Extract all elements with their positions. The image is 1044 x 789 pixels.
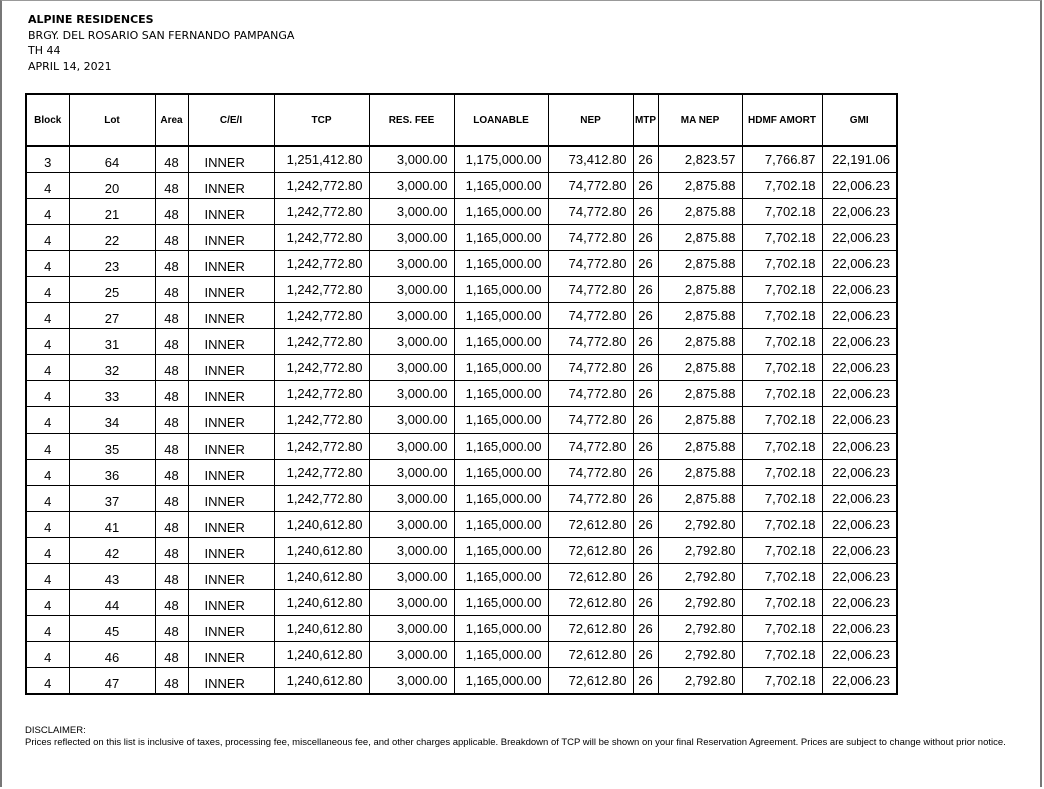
table-cell: 22,006.23 — [822, 198, 897, 224]
table-cell: 73,412.80 — [548, 146, 633, 172]
table-cell: 3,000.00 — [369, 485, 454, 511]
table-cell: 48 — [155, 172, 188, 198]
table-row — [26, 146, 897, 172]
table-cell: 1,242,772.80 — [274, 459, 369, 485]
table-cell: 74,772.80 — [548, 381, 633, 407]
table-cell: 2,792.80 — [658, 590, 742, 616]
table-cell: INNER — [188, 407, 274, 433]
table-cell: 1,242,772.80 — [274, 224, 369, 250]
table-cell: 1,165,000.00 — [454, 355, 548, 381]
table-cell: 26 — [633, 381, 658, 407]
table-cell: 74,772.80 — [548, 250, 633, 276]
table-cell: 22,006.23 — [822, 381, 897, 407]
table-cell: 74,772.80 — [548, 485, 633, 511]
table-cell: 7,702.18 — [742, 303, 822, 329]
table-cell: 41 — [69, 511, 155, 537]
table-cell: INNER — [188, 564, 274, 590]
table-cell: 48 — [155, 616, 188, 642]
table-cell: 26 — [633, 590, 658, 616]
table-row — [26, 511, 897, 537]
table-cell: INNER — [188, 590, 274, 616]
table-cell: 7,702.18 — [742, 485, 822, 511]
table-cell: 26 — [633, 616, 658, 642]
table-header-row — [26, 94, 897, 146]
table-row — [26, 355, 897, 381]
table-cell: 32 — [69, 355, 155, 381]
table-cell: 34 — [69, 407, 155, 433]
table-cell: 22,006.23 — [822, 329, 897, 355]
table-row — [26, 250, 897, 276]
table-cell: 7,702.18 — [742, 198, 822, 224]
table-cell: 1,165,000.00 — [454, 616, 548, 642]
table-cell: 3,000.00 — [369, 564, 454, 590]
table-cell: 7,702.18 — [742, 564, 822, 590]
table-cell: 1,240,612.80 — [274, 590, 369, 616]
table-cell: 35 — [69, 433, 155, 459]
table-cell: 22,006.23 — [822, 433, 897, 459]
table-cell: 1,165,000.00 — [454, 642, 548, 668]
table-cell: 72,612.80 — [548, 642, 633, 668]
table-cell: 3,000.00 — [369, 433, 454, 459]
table-cell: 74,772.80 — [548, 355, 633, 381]
table-cell: 26 — [633, 146, 658, 172]
column-header: TCP — [274, 94, 369, 146]
table-cell: 72,612.80 — [548, 616, 633, 642]
table-cell: 45 — [69, 616, 155, 642]
table-cell: 26 — [633, 459, 658, 485]
disclaimer-heading: DISCLAIMER: — [25, 725, 86, 736]
table-row — [26, 485, 897, 511]
table-cell: 3,000.00 — [369, 329, 454, 355]
table-cell: 4 — [26, 407, 69, 433]
table-cell: INNER — [188, 537, 274, 563]
table-cell: 1,165,000.00 — [454, 433, 548, 459]
table-cell: 26 — [633, 642, 658, 668]
table-cell: 7,702.18 — [742, 537, 822, 563]
table-cell: 74,772.80 — [548, 459, 633, 485]
table-cell: 26 — [633, 537, 658, 563]
table-cell: INNER — [188, 172, 274, 198]
table-cell: 7,702.18 — [742, 276, 822, 302]
table-cell: 74,772.80 — [548, 224, 633, 250]
table-cell: 1,165,000.00 — [454, 329, 548, 355]
table-cell: 4 — [26, 668, 69, 694]
table-cell: INNER — [188, 381, 274, 407]
table-cell: 7,702.18 — [742, 381, 822, 407]
table-cell: 22,006.23 — [822, 355, 897, 381]
table-cell: 1,165,000.00 — [454, 590, 548, 616]
table-cell: 4 — [26, 537, 69, 563]
table-cell: 1,175,000.00 — [454, 146, 548, 172]
table-cell: 25 — [69, 276, 155, 302]
table-cell: 1,242,772.80 — [274, 355, 369, 381]
table-cell: 3,000.00 — [369, 224, 454, 250]
table-cell: INNER — [188, 276, 274, 302]
table-cell: 22,006.23 — [822, 537, 897, 563]
table-cell: 26 — [633, 198, 658, 224]
table-cell: 48 — [155, 511, 188, 537]
table-cell: 22,006.23 — [822, 485, 897, 511]
table-cell: 26 — [633, 564, 658, 590]
table-cell: 2,875.88 — [658, 224, 742, 250]
table-cell: 26 — [633, 355, 658, 381]
table-cell: 1,242,772.80 — [274, 329, 369, 355]
table-cell: 2,875.88 — [658, 198, 742, 224]
table-cell: 22,006.23 — [822, 276, 897, 302]
table-cell: 4 — [26, 303, 69, 329]
table-cell: INNER — [188, 146, 274, 172]
project-title: ALPINE RESIDENCES — [28, 13, 154, 26]
table-cell: 26 — [633, 329, 658, 355]
table-cell: 4 — [26, 172, 69, 198]
table-cell: 48 — [155, 303, 188, 329]
price-list-table — [25, 93, 898, 695]
table-cell: INNER — [188, 459, 274, 485]
table-cell: 1,242,772.80 — [274, 303, 369, 329]
table-cell: 48 — [155, 276, 188, 302]
table-cell: 44 — [69, 590, 155, 616]
table-cell: 26 — [633, 511, 658, 537]
table-cell: 43 — [69, 564, 155, 590]
table-cell: 22,006.23 — [822, 172, 897, 198]
table-cell: 27 — [69, 303, 155, 329]
table-cell: 26 — [633, 668, 658, 694]
table-cell: 1,240,612.80 — [274, 564, 369, 590]
document-date: APRIL 14, 2021 — [28, 59, 112, 73]
table-row — [26, 537, 897, 563]
table-cell: 4 — [26, 511, 69, 537]
table-cell: 22,006.23 — [822, 564, 897, 590]
table-cell: 20 — [69, 172, 155, 198]
table-cell: INNER — [188, 250, 274, 276]
table-cell: 1,165,000.00 — [454, 303, 548, 329]
table-cell: 1,165,000.00 — [454, 172, 548, 198]
table-cell: 1,165,000.00 — [454, 250, 548, 276]
table-cell: 22 — [69, 224, 155, 250]
table-cell: 48 — [155, 355, 188, 381]
table-row — [26, 642, 897, 668]
table-cell: 1,240,612.80 — [274, 511, 369, 537]
table-cell: 26 — [633, 172, 658, 198]
table-cell: 22,006.23 — [822, 250, 897, 276]
table-cell: INNER — [188, 355, 274, 381]
table-row — [26, 668, 897, 694]
table-cell: 48 — [155, 564, 188, 590]
table-cell: 48 — [155, 329, 188, 355]
table-cell: 3,000.00 — [369, 303, 454, 329]
table-cell: 2,875.88 — [658, 172, 742, 198]
table-cell: 72,612.80 — [548, 537, 633, 563]
table-cell: 74,772.80 — [548, 329, 633, 355]
table-cell: 74,772.80 — [548, 172, 633, 198]
table-cell: 1,242,772.80 — [274, 381, 369, 407]
table-cell: 3,000.00 — [369, 668, 454, 694]
column-header: Block — [26, 94, 69, 146]
table-cell: 1,165,000.00 — [454, 511, 548, 537]
column-header: GMI — [822, 94, 897, 146]
table-cell: 7,702.18 — [742, 616, 822, 642]
table-cell: 1,165,000.00 — [454, 198, 548, 224]
table-cell: 3,000.00 — [369, 355, 454, 381]
table-cell: 22,191.06 — [822, 146, 897, 172]
table-cell: 22,006.23 — [822, 642, 897, 668]
table-cell: 3,000.00 — [369, 407, 454, 433]
table-cell: 4 — [26, 485, 69, 511]
table-cell: 36 — [69, 459, 155, 485]
table-cell: 1,165,000.00 — [454, 407, 548, 433]
table-cell: 74,772.80 — [548, 433, 633, 459]
table-cell: 1,242,772.80 — [274, 250, 369, 276]
table-cell: 46 — [69, 642, 155, 668]
table-cell: 1,165,000.00 — [454, 459, 548, 485]
table-cell: 4 — [26, 224, 69, 250]
table-cell: 3,000.00 — [369, 642, 454, 668]
table-row — [26, 433, 897, 459]
table-cell: 22,006.23 — [822, 511, 897, 537]
table-cell: 7,702.18 — [742, 407, 822, 433]
table-cell: 48 — [155, 537, 188, 563]
table-cell: 22,006.23 — [822, 668, 897, 694]
table-cell: 4 — [26, 433, 69, 459]
table-row — [26, 407, 897, 433]
table-cell: 7,702.18 — [742, 172, 822, 198]
table-cell: 2,792.80 — [658, 564, 742, 590]
table-cell: 48 — [155, 146, 188, 172]
table-cell: INNER — [188, 198, 274, 224]
table-cell: 22,006.23 — [822, 303, 897, 329]
table-cell: 48 — [155, 485, 188, 511]
table-cell: 72,612.80 — [548, 511, 633, 537]
table-cell: 22,006.23 — [822, 407, 897, 433]
table-cell: 74,772.80 — [548, 303, 633, 329]
table-cell: 3,000.00 — [369, 616, 454, 642]
table-cell: 4 — [26, 459, 69, 485]
table-cell: 2,875.88 — [658, 407, 742, 433]
table-cell: 2,875.88 — [658, 250, 742, 276]
table-cell: 72,612.80 — [548, 590, 633, 616]
table-cell: 3,000.00 — [369, 198, 454, 224]
table-cell: INNER — [188, 303, 274, 329]
table-cell: 4 — [26, 616, 69, 642]
column-header: Area — [155, 94, 188, 146]
table-cell: 4 — [26, 198, 69, 224]
table-cell: 26 — [633, 276, 658, 302]
table-cell: 1,240,612.80 — [274, 616, 369, 642]
table-cell: 26 — [633, 485, 658, 511]
table-cell: INNER — [188, 433, 274, 459]
table-cell: 72,612.80 — [548, 668, 633, 694]
table-cell: 1,242,772.80 — [274, 485, 369, 511]
table-cell: 7,702.18 — [742, 668, 822, 694]
table-cell: 1,242,772.80 — [274, 172, 369, 198]
column-header: LOANABLE — [454, 94, 548, 146]
table-cell: 7,702.18 — [742, 224, 822, 250]
table-cell: INNER — [188, 485, 274, 511]
table-row — [26, 616, 897, 642]
table-cell: 1,240,612.80 — [274, 668, 369, 694]
column-header: NEP — [548, 94, 633, 146]
table-cell: 33 — [69, 381, 155, 407]
table-cell: 26 — [633, 224, 658, 250]
table-cell: 2,792.80 — [658, 642, 742, 668]
table-cell: 7,702.18 — [742, 355, 822, 381]
table-row — [26, 172, 897, 198]
table-cell: 3,000.00 — [369, 172, 454, 198]
table-cell: 48 — [155, 642, 188, 668]
table-cell: 3,000.00 — [369, 537, 454, 563]
table-cell: 3,000.00 — [369, 276, 454, 302]
table-cell: 2,875.88 — [658, 433, 742, 459]
table-row — [26, 198, 897, 224]
table-cell: 4 — [26, 250, 69, 276]
table-cell: 1,165,000.00 — [454, 381, 548, 407]
table-cell: 48 — [155, 224, 188, 250]
table-cell: 1,165,000.00 — [454, 485, 548, 511]
table-cell: 3 — [26, 146, 69, 172]
table-row — [26, 459, 897, 485]
column-header: MTP — [633, 94, 658, 146]
table-cell: 31 — [69, 329, 155, 355]
table-cell: 21 — [69, 198, 155, 224]
table-cell: 2,823.57 — [658, 146, 742, 172]
table-cell: 4 — [26, 590, 69, 616]
table-cell: 64 — [69, 146, 155, 172]
table-body — [26, 146, 897, 694]
table-cell: 26 — [633, 433, 658, 459]
table-cell: 1,165,000.00 — [454, 276, 548, 302]
table-cell: INNER — [188, 329, 274, 355]
table-cell: 22,006.23 — [822, 616, 897, 642]
table-cell: 2,875.88 — [658, 303, 742, 329]
table-cell: 74,772.80 — [548, 276, 633, 302]
table-cell: 37 — [69, 485, 155, 511]
table-cell: 3,000.00 — [369, 381, 454, 407]
table-cell: 7,702.18 — [742, 511, 822, 537]
table-cell: INNER — [188, 642, 274, 668]
table-cell: 22,006.23 — [822, 590, 897, 616]
table-cell: 7,702.18 — [742, 433, 822, 459]
table-cell: 26 — [633, 407, 658, 433]
table-cell: 7,766.87 — [742, 146, 822, 172]
table-cell: 1,165,000.00 — [454, 224, 548, 250]
table-cell: 2,875.88 — [658, 355, 742, 381]
table-cell: 2,792.80 — [658, 511, 742, 537]
table-cell: 4 — [26, 381, 69, 407]
table-cell: 2,875.88 — [658, 459, 742, 485]
table-cell: 48 — [155, 459, 188, 485]
table-cell: 23 — [69, 250, 155, 276]
table-row — [26, 590, 897, 616]
table-cell: 1,242,772.80 — [274, 433, 369, 459]
table-cell: 1,240,612.80 — [274, 537, 369, 563]
table-row — [26, 564, 897, 590]
table-cell: 72,612.80 — [548, 564, 633, 590]
table-cell: 2,875.88 — [658, 276, 742, 302]
table-row — [26, 329, 897, 355]
column-header: RES. FEE — [369, 94, 454, 146]
table-cell: 4 — [26, 642, 69, 668]
table-row — [26, 224, 897, 250]
document-header — [28, 12, 294, 74]
table-cell: 4 — [26, 329, 69, 355]
disclaimer — [25, 725, 1025, 748]
table-cell: 1,251,412.80 — [274, 146, 369, 172]
table-cell: 4 — [26, 564, 69, 590]
table-cell: 48 — [155, 250, 188, 276]
table-cell: 2,875.88 — [658, 381, 742, 407]
table-cell: 48 — [155, 668, 188, 694]
table-cell: 48 — [155, 198, 188, 224]
column-header: MA NEP — [658, 94, 742, 146]
table-cell: 1,240,612.80 — [274, 642, 369, 668]
table-cell: 7,702.18 — [742, 590, 822, 616]
table-cell: 2,792.80 — [658, 616, 742, 642]
project-address: BRGY. DEL ROSARIO SAN FERNANDO PAMPANGA — [28, 28, 295, 42]
table-cell: 74,772.80 — [548, 198, 633, 224]
table-cell: 7,702.18 — [742, 459, 822, 485]
table-cell: 22,006.23 — [822, 224, 897, 250]
table-cell: 47 — [69, 668, 155, 694]
table-cell: 7,702.18 — [742, 329, 822, 355]
table-cell: 48 — [155, 381, 188, 407]
table-cell: 26 — [633, 250, 658, 276]
table-cell: 1,165,000.00 — [454, 564, 548, 590]
column-header: HDMF AMORT — [742, 94, 822, 146]
table-cell: 1,242,772.80 — [274, 276, 369, 302]
table-cell: 1,165,000.00 — [454, 537, 548, 563]
unit-type: TH 44 — [28, 44, 61, 57]
table-cell: 1,242,772.80 — [274, 198, 369, 224]
table-cell: 3,000.00 — [369, 590, 454, 616]
table-cell: 26 — [633, 303, 658, 329]
table-cell: 7,702.18 — [742, 250, 822, 276]
table-cell: 48 — [155, 590, 188, 616]
table-cell: INNER — [188, 668, 274, 694]
column-header: C/E/I — [188, 94, 274, 146]
column-header: Lot — [69, 94, 155, 146]
table-cell: INNER — [188, 224, 274, 250]
table-cell: 42 — [69, 537, 155, 563]
table-cell: 4 — [26, 276, 69, 302]
table-cell: 2,875.88 — [658, 329, 742, 355]
table-cell: 2,875.88 — [658, 485, 742, 511]
table-cell: 3,000.00 — [369, 250, 454, 276]
table-cell: 3,000.00 — [369, 146, 454, 172]
table-cell: 74,772.80 — [548, 407, 633, 433]
table-row — [26, 276, 897, 302]
table-cell: 2,792.80 — [658, 537, 742, 563]
table-cell: 7,702.18 — [742, 642, 822, 668]
table-cell: 1,242,772.80 — [274, 407, 369, 433]
table-cell: 48 — [155, 407, 188, 433]
table-cell: 4 — [26, 355, 69, 381]
table-row — [26, 381, 897, 407]
table-cell: 48 — [155, 433, 188, 459]
table-cell: 22,006.23 — [822, 459, 897, 485]
table-cell: 3,000.00 — [369, 511, 454, 537]
table-cell: 1,165,000.00 — [454, 668, 548, 694]
table-cell: INNER — [188, 511, 274, 537]
table-cell: 3,000.00 — [369, 459, 454, 485]
table-row — [26, 303, 897, 329]
disclaimer-body: Prices reflected on this list is inclusive of taxes, processing fee, miscellaneous fee, and other charges applicable. Breakdown of TCP will be shown on your final Reservation Agreement. Prices are subject to change without prior notice. — [25, 736, 1006, 748]
table-cell: 2,792.80 — [658, 668, 742, 694]
table-cell: INNER — [188, 616, 274, 642]
